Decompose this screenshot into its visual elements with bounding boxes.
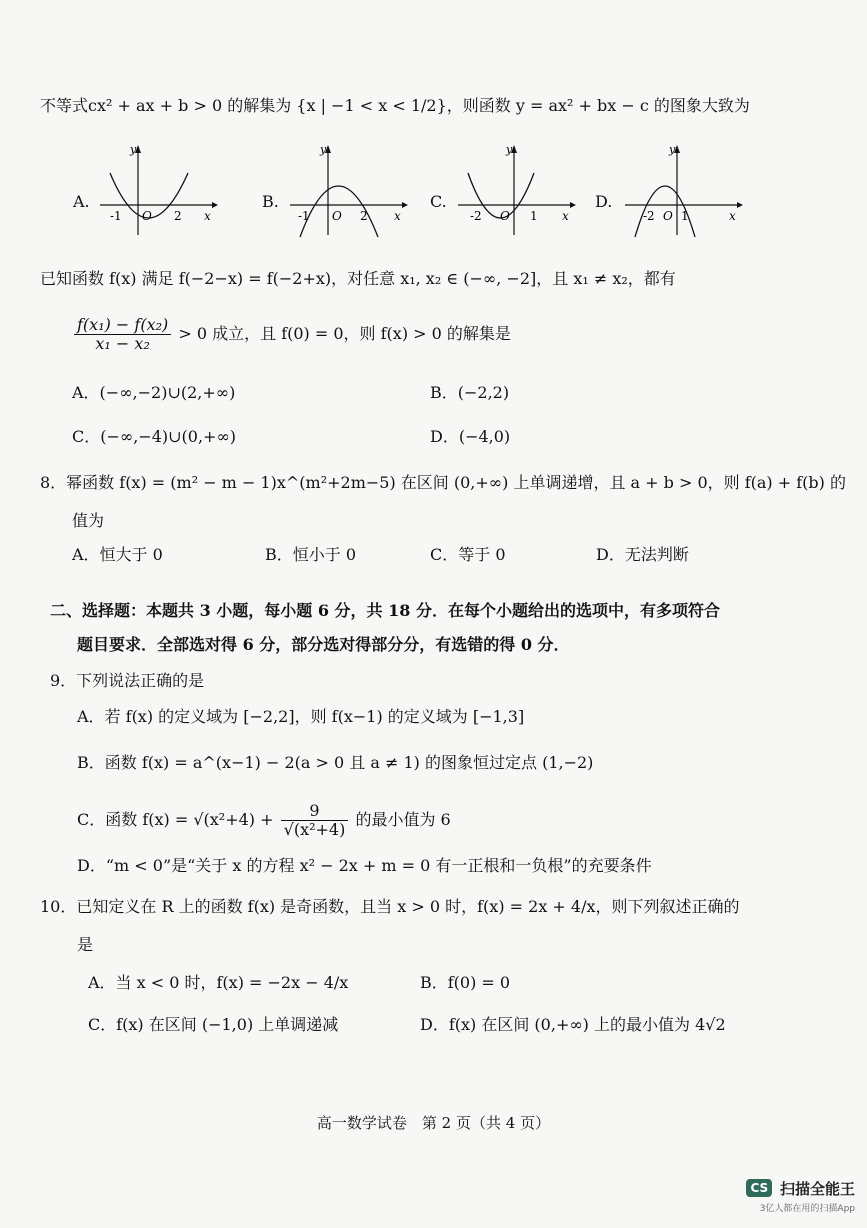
q6-option-d-label: D. (595, 192, 613, 211)
q9-option-a: A．若 f(x) 的定义域为 [−2,2]，则 f(x−1) 的定义域为 [−1,3] (77, 707, 525, 726)
q10-option-a: A．当 x < 0 时，f(x) = −2x − 4/x (88, 973, 349, 992)
brand-name: 扫描全能王 (779, 1180, 855, 1198)
svg-text:y: y (130, 145, 137, 156)
question-8-stem-line2: 值为 (72, 511, 105, 530)
question-10-stem-line1: 10．已知定义在 R 上的函数 f(x) 是奇函数，且当 x > 0 时，f(x) = 2x + 4/x，则下列叙述正确的 (40, 897, 740, 916)
q8-option-c: C．等于 0 (430, 545, 506, 564)
svg-text:x: x (562, 209, 569, 223)
question-10-stem-line2: 是 (77, 935, 94, 954)
q7-option-c: C．(−∞,−4)∪(0,+∞) (72, 427, 237, 446)
q6-graph-c (458, 145, 578, 240)
svg-text:O: O (500, 209, 510, 223)
q10-option-b: B．f(0) = 0 (420, 973, 511, 992)
q10-option-c: C．f(x) 在区间 (−1,0) 上单调递减 (88, 1015, 339, 1034)
q6-graph-d (625, 145, 745, 240)
q8-option-a: A．恒大于 0 (72, 545, 163, 564)
q9-option-d: D．“m < 0”是“关于 x 的方程 x² − 2x + m = 0 有一正根和一负根”的充要条件 (77, 856, 652, 875)
section-2-heading-line2: 题目要求．全部选对得 6 分，部分选对得部分分，有选错的得 0 分． (77, 635, 570, 654)
svg-text:O: O (663, 209, 673, 223)
svg-text:2: 2 (174, 209, 182, 223)
question-6-stem: 不等式cx² + ax + b > 0 的解集为 {x | −1 < x < 1/2}，则函数 y = ax² + bx − c 的图象大致为 (40, 96, 750, 115)
question-8-stem-line1: 8．幂函数 f(x) = (m² − m − 1)x^(m²+2m−5) 在区间 (0,+∞) 上单调递增，且 a + b > 0，则 f(a) + f(b) 的 (40, 473, 846, 492)
svg-text:-2: -2 (470, 209, 482, 223)
svg-text:O: O (142, 209, 152, 223)
question-7-stem-line2: $\frac{\text{f(x₁) − f(x₂)}}{\text{x₁ − x₂}}$ > 0 成立，且 f(0) = 0，则 f(x) > 0 的解集是 (72, 316, 511, 353)
svg-text:2: 2 (360, 209, 368, 223)
q9-option-b: B．函数 f(x) = a^(x−1) − 2(a > 0 且 a ≠ 1) 的图象恒过定点 (1,−2) (77, 753, 594, 772)
question-9-stem: 9．下列说法正确的是 (50, 671, 205, 690)
q7-option-b: B．(−2,2) (430, 383, 510, 402)
q7-option-a: A．(−∞,−2)∪(2,+∞) (72, 383, 236, 402)
q6-graph-b (290, 145, 410, 240)
q6-option-b-label: B. (262, 192, 279, 211)
q6-option-c-label: C. (430, 192, 447, 211)
svg-text:1: 1 (681, 209, 689, 223)
q7-option-d: D．(−4,0) (430, 427, 511, 446)
svg-text:-1: -1 (298, 209, 310, 223)
cs-logo-icon: CS (746, 1179, 772, 1197)
q9-c-fraction: $\frac{9}{\text{√(x²+4)}}$ (281, 802, 349, 839)
scanner-brand (746, 1178, 855, 1214)
svg-text:y: y (669, 145, 676, 156)
svg-text:1: 1 (530, 209, 538, 223)
section-2-heading-line1: 二、选择题：本题共 3 小题，每小题 6 分，共 18 分．在每个小题给出的选项中，有多项符合 (50, 601, 720, 620)
svg-text:y: y (320, 145, 327, 156)
q6-a-tick-neg1: -1 (110, 209, 122, 223)
svg-text:x: x (394, 209, 401, 223)
q6-graph-a (100, 145, 220, 240)
svg-text:x: x (729, 209, 736, 223)
q8-option-b: B．恒小于 0 (265, 545, 357, 564)
brand-tagline: 3亿人都在用的扫描App (759, 1204, 855, 1214)
q7-fraction: $\frac{\text{f(x₁) − f(x₂)}}{\text{x₁ − x₂}}$ (74, 316, 171, 353)
svg-text:x: x (204, 209, 211, 223)
svg-text:O: O (332, 209, 342, 223)
q8-option-d: D．无法判断 (596, 545, 689, 564)
q9-option-c: C．函数 f(x) = √(x²+4) + $\frac{9}{\text{√(x²+4)}}$ 的最小值为 6 (77, 801, 451, 839)
q6-option-a-label: A. (73, 192, 90, 211)
svg-text:y: y (506, 145, 513, 156)
q10-option-d: D．f(x) 在区间 (0,+∞) 上的最小值为 4√2 (420, 1015, 726, 1034)
svg-text:-2: -2 (643, 209, 655, 223)
page-footer: 高一数学试卷 第 2 页（共 4 页） (316, 1114, 551, 1132)
question-7-stem-line1: 已知函数 f(x) 满足 f(−2−x) = f(−2+x)，对任意 x₁, x₂ ∈ (−∞, −2]，且 x₁ ≠ x₂，都有 (40, 269, 676, 288)
